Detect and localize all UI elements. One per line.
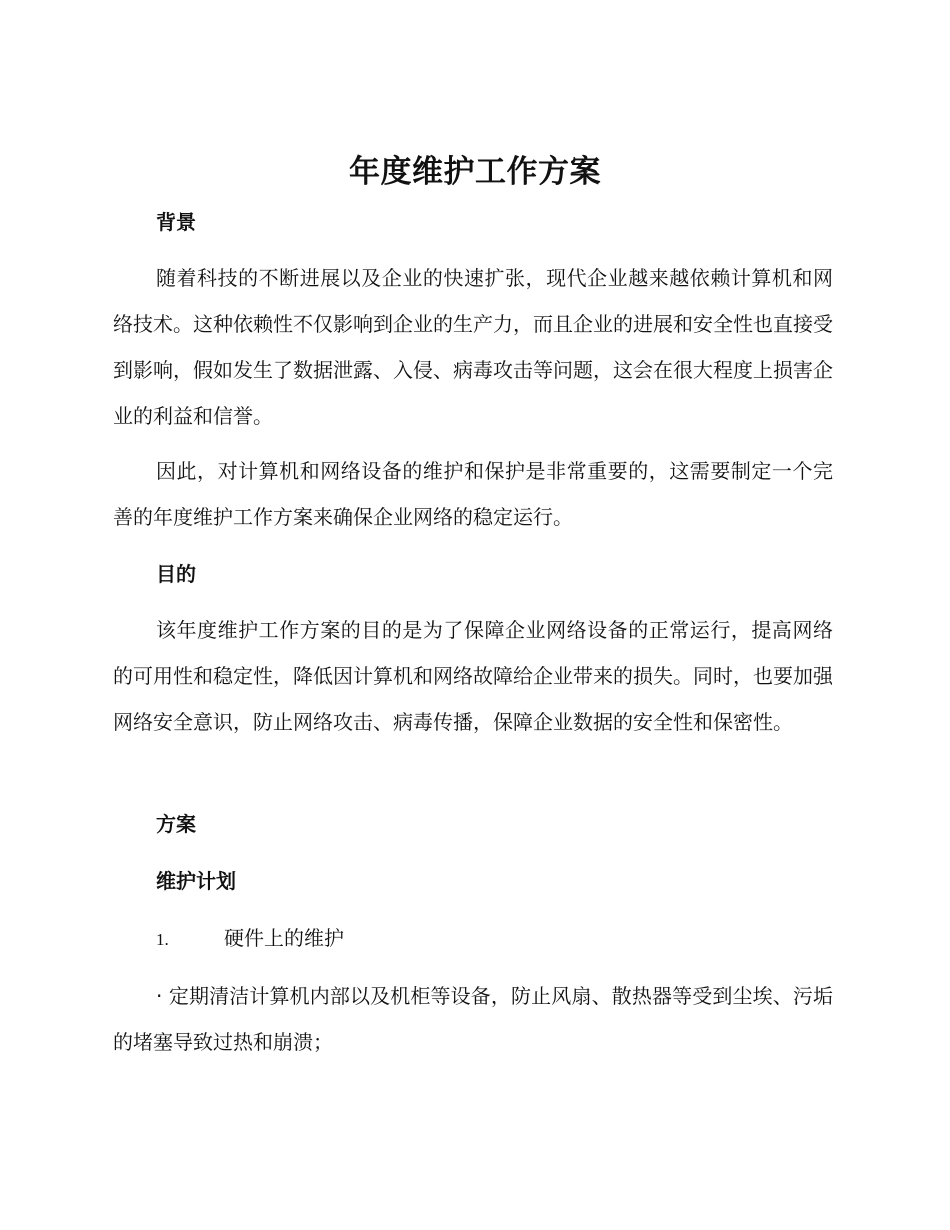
list-item-number: 1. xyxy=(156,930,169,949)
section-heading-purpose: 目的 xyxy=(156,562,196,586)
paragraph-purpose-1: 该年度维护工作方案的目的是为了保障企业网络设备的正常运行，提高网络的可用性和稳定性，降低因计算机和网络故障给企业带来的损失。同时，也要加强网络安全意识，防止网络攻击、病毒传播，保障企业数据的安全性和保密性。 xyxy=(113,618,833,734)
section-heading-plan: 方案 xyxy=(156,812,196,836)
bullet-item-cleaning: · 定期清洁计算机内部以及机柜等设备，防止风扇、散热器等受到尘埃、污垢的堵塞导致过热和崩溃； xyxy=(113,984,833,1054)
section-heading-background: 背景 xyxy=(156,210,196,234)
subsection-heading-maintenance-plan: 维护计划 xyxy=(156,869,236,893)
document-title: 年度维护工作方案 xyxy=(349,154,601,190)
list-item-text: 硬件上的维护 xyxy=(224,926,344,950)
list-item-hardware xyxy=(156,924,344,954)
paragraph-background-2: 因此，对计算机和网络设备的维护和保护是非常重要的，这需要制定一个完善的年度维护工作方案来确保企业网络的稳定运行。 xyxy=(113,459,833,529)
paragraph-background-1: 随着科技的不断进展以及企业的快速扩张，现代企业越来越依赖计算机和网络技术。这种依赖性不仅影响到企业的生产力，而且企业的进展和安全性也直接受到影响，假如发生了数据泄露、入侵、病毒攻击等问题，这会在很大程度上损害企业的利益和信誉。 xyxy=(113,266,833,428)
